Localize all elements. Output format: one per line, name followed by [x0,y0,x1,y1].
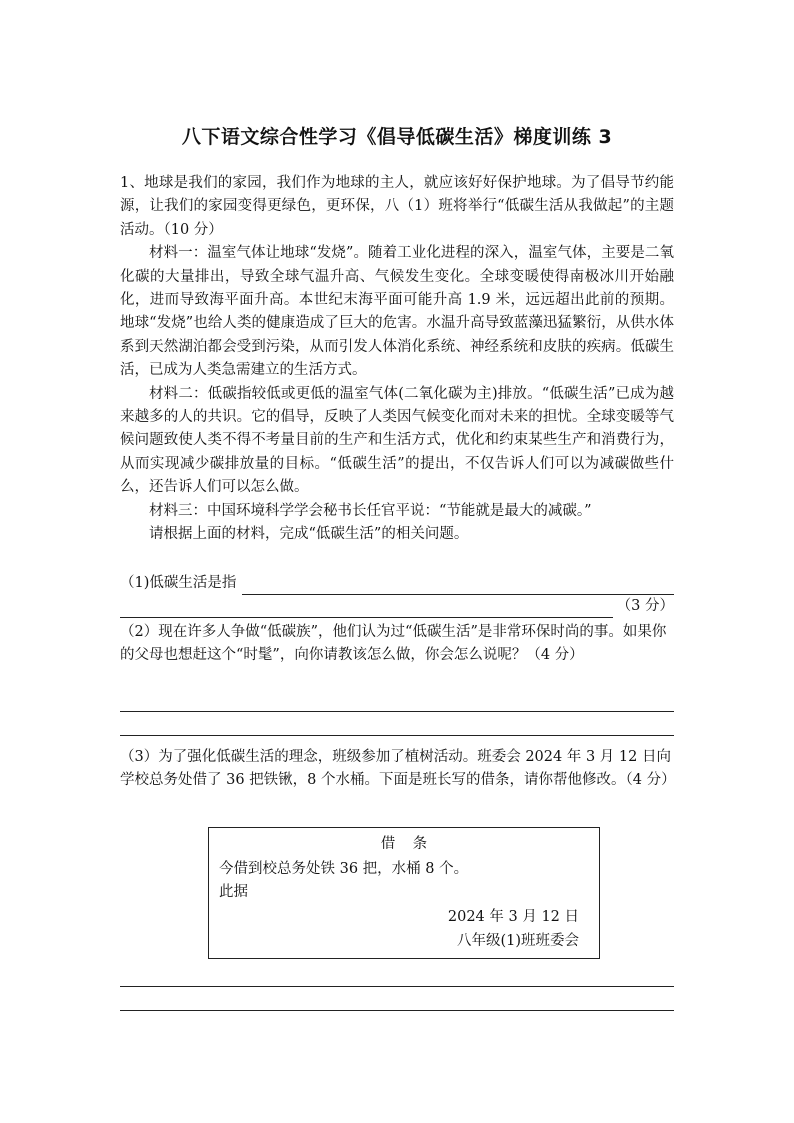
answer-line-3b[interactable] [120,1010,674,1011]
question-1-intro: 1、地球是我们的家园，我们作为地球的主人，就应该好好保护地球。为了倡导节约能源，让我们的家园变得更绿色，更环保，八（1）班将举行“低碳生活从我做起”的主题活动。（10 分） [120,175,674,238]
iou-note-date: 2024 年 3 月 12 日 [447,909,579,925]
answer-line-2a[interactable] [120,711,674,712]
question-1-body [120,172,674,547]
material-two: 材料二：低碳指较低或更低的温室气体(二氧化碳为主)排放。“低碳生活”已成为越来越多的人的共识。它的倡导，反映了人类因气候变化而对未来的担忧。全球变暖等气候问题致使人类不得不考量目前的生产和生活方式，优化和约束某些生产和消费行为，从而实现减少碳排放量的目标。“低碳生活”的提出，不仅告诉人们可以为减碳做些什么，还告诉人们可以怎么做。 [120,385,674,496]
answer-blank-1b[interactable] [120,601,613,618]
answer-line-3a[interactable] [120,986,674,987]
sub-question-2-text: （2）现在许多人争做“低碳族”，他们认为过“低碳生活”是非常环保时尚的事。如果你的父母也想赶这个“时髦”，向你请教该怎么做，你会怎么说呢？（4 分） [120,624,667,664]
material-three: 材料三：中国环境科学学会秘书长任官平说：“节能就是最大的减碳。” [149,502,592,519]
material-one: 材料一：温室气体让地球“发烧”。随着工业化进程的深入，温室气体，主要是二氧化碳的大量排出，导致全球气温升高、气候发生变化。全球变暖使得南极冰川开始融化，进而导致海平面升高。本世纪末海平面可能升高 1.9 米，远远超出此前的预期。地球“发烧”也给人类的健康造成了巨大的危害。水温升高导致蓝藻迅猛繁衍，从供水体系到天然湖泊都会受到污染，从而引发人体消化系统、神经系统和皮肤的疾病。低碳生活，已成为人类急需建立的生活方式。 [120,245,674,379]
iou-note-box [208,827,600,959]
answer-blank-1a[interactable] [242,578,674,595]
sub-question-3-text: （3）为了强化低碳生活的理念，班级参加了植树活动。班委会 2024 年 3 月 12 日向学校总务处借了 36 把铁锹，8 个水桶。下面是班长写的借条，请你帮他修改。（4 分） [120,749,676,789]
instruction-text: 请根据上面的材料，完成“低碳生活”的相关问题。 [149,526,469,543]
document-title: 八下语文综合性学习《倡导低碳生活》梯度训练 3 [181,126,613,148]
iou-note-closing: 此据 [219,884,248,900]
sub-question-1 [120,572,674,618]
sub-question-1-row-2 [120,595,674,618]
sub-question-1-label: （1)低碳生活是指 [120,574,237,591]
sub-question-2 [120,621,674,668]
iou-note-signature: 八年级(1)班班委会 [456,933,579,949]
iou-note-title: 借条 [380,836,445,852]
sub-question-3 [120,746,674,793]
sub-question-1-score: （3 分） [616,597,674,614]
iou-note-body: 今借到校总务处铁 36 把，水桶 8 个。 [219,861,469,877]
sub-question-1-row [120,572,674,595]
answer-line-2b[interactable] [120,735,674,736]
